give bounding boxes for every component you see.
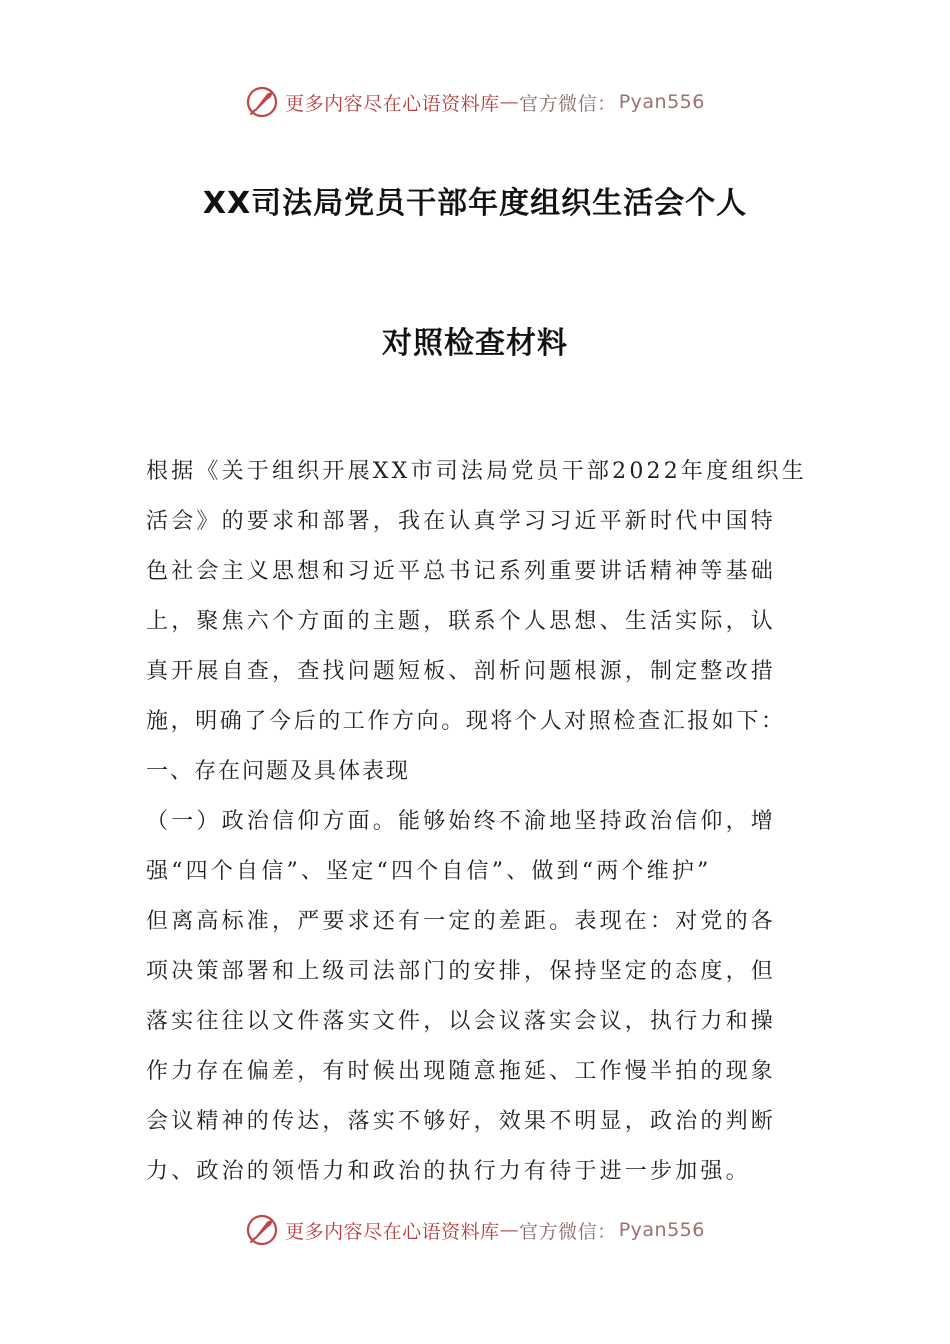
body-line: 真开展自查，查找问题短板、剖析问题根源，制定整改措	[146, 659, 777, 684]
subsection-line: （一）政治信仰方面。能够始终不渝地坚持政治信仰，增	[146, 809, 777, 834]
body-line: 施，明确了今后的工作方向。现将个人对照检查汇报如下：	[146, 709, 786, 734]
body-line: 上，聚焦六个方面的主题，联系个人思想、生活实际，认	[146, 609, 777, 634]
quill-pen-logo-icon	[245, 85, 279, 119]
footer-watermark-banner	[0, 1208, 950, 1252]
quill-pen-logo-icon	[245, 1213, 279, 1247]
document-title-line-2: 对照检查材料	[382, 326, 568, 361]
banner-separator: —	[499, 1219, 520, 1241]
document-body	[146, 447, 810, 1197]
body-line: 力、政治的领悟力和政治的执行力有待于进一步加强。	[146, 1159, 751, 1184]
body-line: 根据《关于组织开展XX市司法局党员干部2022年度组织生	[146, 459, 807, 484]
banner-separator: —	[499, 91, 520, 113]
document-title-line-1: XX司法局党员干部年度组织生活会个人	[202, 186, 748, 221]
banner-official-label: 官方微信：	[519, 1220, 617, 1243]
body-line: 但离高标准，严要求还有一定的差距。表现在：对党的各	[146, 909, 777, 934]
body-line: 作力存在偏差，有时候出现随意拖延、工作慢半拍的现象	[146, 1059, 777, 1084]
body-line: 活会》的要求和部署，我在认真学习习近平新时代中国特	[146, 509, 777, 534]
banner-brand-text: 更多内容尽在心语资料库	[285, 92, 500, 115]
body-line: 色社会主义思想和习近平总书记系列重要讲话精神等基础	[146, 559, 777, 584]
banner-official-label: 官方微信：	[519, 92, 617, 115]
banner-wechat-id: Pyan556	[618, 1219, 705, 1241]
section-heading: 一、存在问题及具体表现	[146, 759, 411, 784]
body-line: 强“四个自信”、坚定“四个自信”、做到“两个维护”	[146, 859, 712, 884]
header-watermark-banner	[0, 80, 950, 124]
body-line: 项决策部署和上级司法部门的安排，保持坚定的态度，但	[146, 959, 777, 984]
banner-wechat-id: Pyan556	[618, 91, 705, 113]
body-line: 落实往往以文件落实文件，以会议落实会议，执行力和操	[146, 1009, 777, 1034]
banner-brand-text: 更多内容尽在心语资料库	[285, 1220, 500, 1243]
body-line: 会议精神的传达，落实不够好，效果不明显，政治的判断	[146, 1109, 777, 1134]
